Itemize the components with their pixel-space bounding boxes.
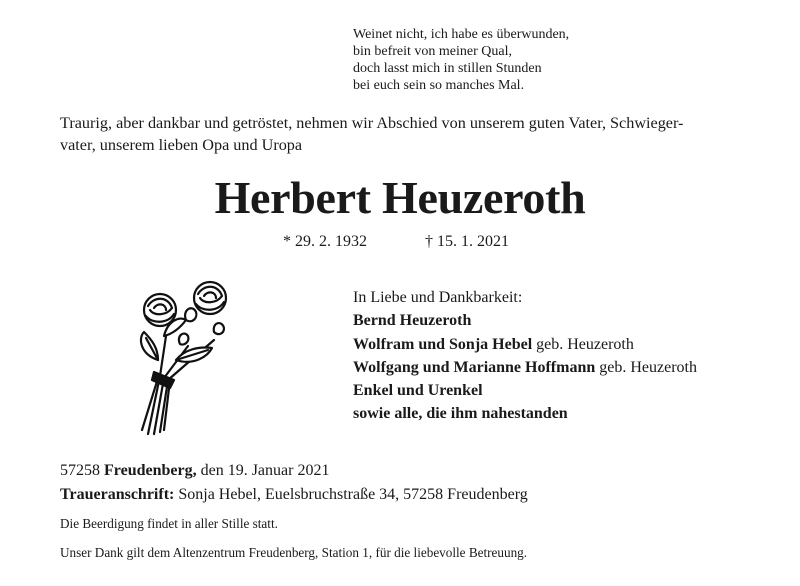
mourner-row <box>353 356 697 379</box>
mourner-suffix: geb. Heuzeroth <box>595 358 697 376</box>
address-label: Traueranschrift: <box>60 486 175 503</box>
address: Sonja Hebel, Euelsbruchstraße 34, 57258 Freudenberg <box>174 486 528 503</box>
intro-text <box>60 112 750 156</box>
zip-code: 57258 <box>60 462 104 479</box>
deceased-name: Herbert Heuzeroth <box>214 172 586 223</box>
poem-line: bei euch sein so manches Mal. <box>353 78 525 93</box>
roses-icon <box>118 276 248 436</box>
mourner-name: Wolfgang und Marianne Hoffmann <box>353 358 596 376</box>
address-line <box>60 483 528 507</box>
thanks-note: Unser Dank gilt dem Altenzentrum Freudenberg, Station 1, für die liebevolle Betreuung. <box>60 545 528 560</box>
mourner-row <box>353 309 697 332</box>
poem-line: doch lasst mich in stillen Stunden <box>353 61 542 76</box>
place-block <box>60 459 528 507</box>
mourner-row <box>353 379 697 402</box>
mourner-suffix: geb. Heuzeroth <box>532 335 634 353</box>
date: den 19. Januar 2021 <box>196 462 330 479</box>
mourner-row <box>353 333 697 356</box>
mourner-name: Enkel und Urenkel <box>353 382 483 400</box>
poem <box>353 26 569 94</box>
city: Freudenberg, <box>104 462 197 479</box>
poem-line: bin befreit von meiner Qual, <box>353 44 513 59</box>
mourner-row <box>353 402 697 425</box>
death-date: † 15. 1. 2021 <box>425 233 509 250</box>
birth-date: * 29. 2. 1932 <box>283 233 367 250</box>
mourner-name: Wolfram und Sonja Hebel <box>353 335 533 353</box>
mourners-block <box>353 286 697 426</box>
place-date-line <box>60 459 528 483</box>
funeral-note: Die Beerdigung findet in aller Stille statt. <box>60 516 278 531</box>
poem-line: Weinet nicht, ich habe es überwunden, <box>353 27 570 42</box>
mourner-name: Bernd Heuzeroth <box>353 312 472 330</box>
mourner-name: sowie alle, die ihm nahestanden <box>353 405 568 423</box>
intro-line-1: Traurig, aber dankbar und getröstet, nehmen wir Abschied von unserem guten Vater, Schwieger- <box>60 114 684 132</box>
intro-line-2: vater, unserem lieben Opa und Uropa <box>60 136 303 154</box>
mourners-heading: In Liebe und Dankbarkeit: <box>353 289 523 306</box>
